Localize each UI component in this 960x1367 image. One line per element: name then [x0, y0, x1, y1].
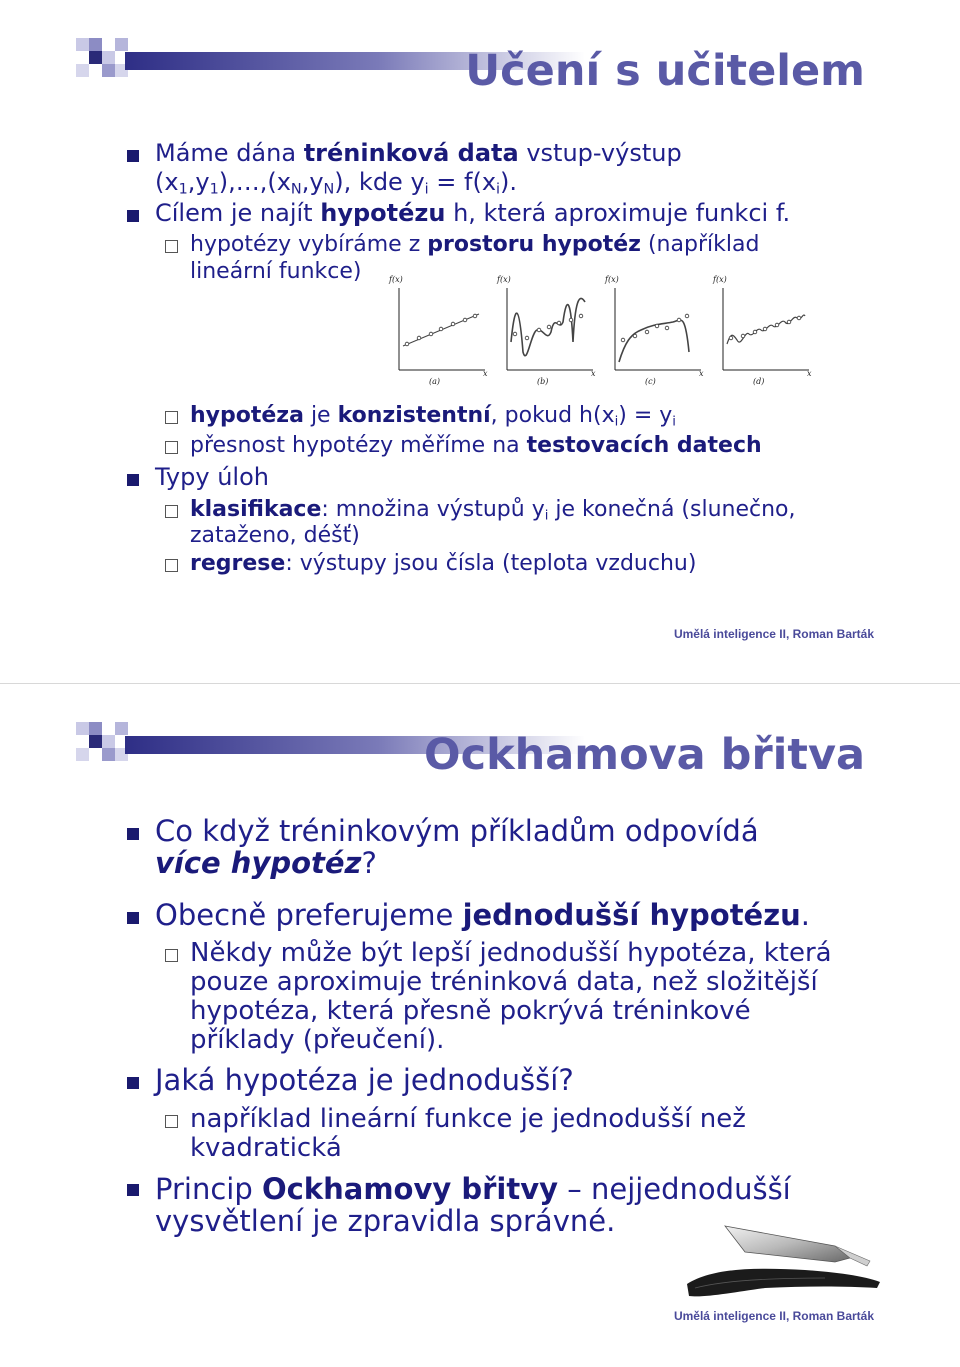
sub-overfitting-line4: příklady (přeučení). — [190, 1025, 445, 1055]
sub-bullet-icon — [165, 1115, 178, 1128]
bullet-icon — [127, 474, 139, 486]
plot-c — [604, 275, 704, 386]
plot-b-caption: (b) — [537, 377, 549, 386]
sub-overfitting-line2: pouze aproximuje tréninková data, než složitější — [190, 967, 818, 997]
plot-d — [712, 275, 812, 386]
plot-a-ylabel: f(x) — [389, 275, 403, 284]
bullet-icon — [127, 1077, 139, 1089]
sub-linear-simpler: například lineární funkce je jednodušší než — [190, 1104, 746, 1134]
plot-c-xlabel: x — [699, 369, 704, 378]
plot-a-caption: (a) — [429, 377, 441, 386]
bullet-icon — [127, 1184, 139, 1196]
plot-b-ylabel: f(x) — [497, 275, 511, 284]
razor-image — [685, 1206, 885, 1306]
sub-bullet-icon — [165, 949, 178, 962]
bullet-icon — [127, 912, 139, 924]
sub-accuracy: přesnost hypotézy měříme na testovacích datech — [190, 433, 762, 458]
bullet-icon — [127, 150, 139, 162]
plot-a — [388, 275, 488, 386]
slide-title: Učení s učitelem — [465, 46, 865, 96]
sub-bullet-icon — [165, 240, 178, 253]
hypothesis-plots-figure — [385, 272, 825, 390]
bullet-ockham-principle: Princip Ockhamovy břitvy – nejjednodušší — [155, 1172, 791, 1206]
sub-hypothesis-space-line2: lineární funkce) — [190, 259, 362, 284]
bullet-training-data: Máme dána tréninková data vstup-výstup — [155, 139, 682, 167]
bullet-multiple-hypotheses-line2: více hypotéz? — [155, 846, 377, 880]
slide-1 — [0, 0, 960, 683]
slide-footer: Umělá inteligence II, Roman Barták — [673, 627, 874, 641]
plot-d-caption: (d) — [753, 377, 765, 386]
plot-d-xlabel: x — [807, 369, 812, 378]
slide-footer: Umělá inteligence II, Roman Barták — [673, 1309, 874, 1323]
sub-overfitting-line1: Někdy může být lepší jednodušší hypotéza, která — [190, 938, 832, 968]
bullet-training-data-line2: $(x_1,y_1),\dots,(x_N,y_N)$, kde $y_i = f(x_i)$. — [155, 168, 518, 198]
sub-consistent-hypothesis: hypotéza je konzistentní, pokud $h(x_i) = y_i$ — [190, 403, 676, 430]
sub-bullet-icon — [165, 411, 178, 424]
sub-classification-line2: zataženo, déšť) — [190, 523, 360, 548]
plot-b — [496, 275, 596, 386]
bullet-icon — [127, 210, 139, 222]
plot-b-xlabel: x — [591, 369, 596, 378]
sub-regression: regrese: výstupy jsou čísla (teplota vzduchu) — [190, 551, 697, 576]
bullet-multiple-hypotheses: Co když tréninkovým příkladům odpovídá — [155, 814, 759, 848]
bullet-icon — [127, 828, 139, 840]
bullet-prefer-simpler: Obecně preferujeme jednodušší hypotézu. — [155, 898, 810, 932]
sub-bullet-icon — [165, 505, 178, 518]
sub-hypothesis-space: hypotézy vybíráme z prostoru hypotéz (například — [190, 232, 760, 257]
sub-classification: klasifikace: množina výstupů $y_i$ je konečná (slunečno, — [190, 497, 796, 524]
plot-d-ylabel: f(x) — [713, 275, 727, 284]
slide-title: Ockhamova břitva — [424, 730, 865, 780]
plot-c-ylabel: f(x) — [605, 275, 619, 284]
sub-overfitting-line3: hypotéza, která přesně pokrývá tréninkové — [190, 996, 751, 1026]
sub-bullet-icon — [165, 441, 178, 454]
bullet-task-types: Typy úloh — [155, 463, 269, 491]
bullet-ockham-principle-line2: vysvětlení je zpravidla správné. — [155, 1204, 616, 1238]
plot-c-caption: (c) — [645, 377, 656, 386]
bullet-which-simpler: Jaká hypotéza je jednodušší? — [155, 1063, 574, 1097]
bullet-goal: Cílem je najít hypotézu h, která aproximuje funkci f. — [155, 199, 791, 227]
plot-a-xlabel: x — [483, 369, 488, 378]
slide-2 — [0, 684, 960, 1367]
sub-bullet-icon — [165, 559, 178, 572]
sub-linear-simpler-line2: kvadratická — [190, 1133, 342, 1163]
